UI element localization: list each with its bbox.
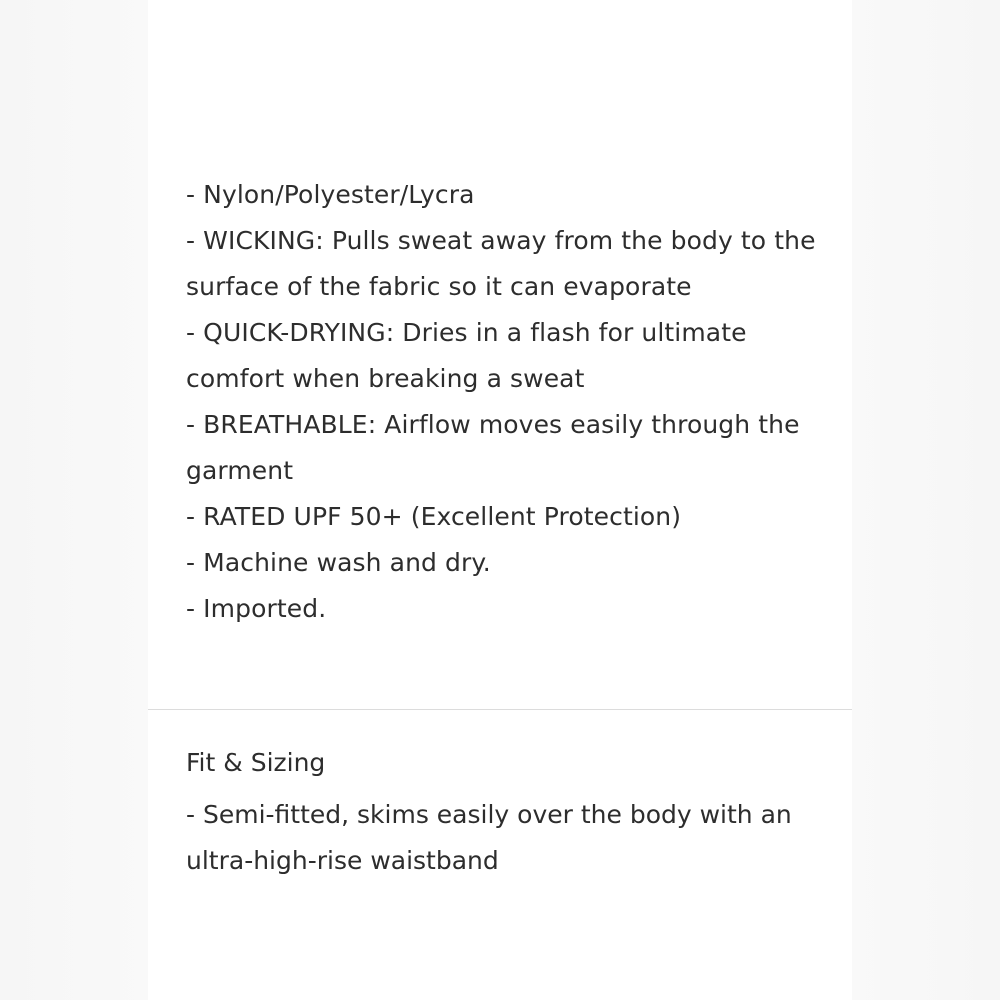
feature-care: - Machine wash and dry.	[186, 548, 491, 577]
feature-origin: - Imported.	[186, 594, 327, 623]
fit-sizing-list	[186, 792, 836, 884]
fit-sizing-heading: Fit & Sizing	[186, 748, 326, 777]
feature-material: - Nylon/Polyester/Lycra	[186, 180, 475, 209]
product-details-panel	[148, 0, 852, 1000]
feature-upf-rating: - RATED UPF 50+ (Excellent Protection)	[186, 502, 682, 531]
feature-breathable: - BREATHABLE: Airflow moves easily through the garment	[186, 410, 800, 485]
feature-quick-drying: - QUICK-DRYING: Dries in a flash for ultimate comfort when breaking a sweat	[186, 318, 747, 393]
fit-description: - Semi-fitted, skims easily over the body with an ultra-high-rise waistband	[186, 800, 792, 875]
feature-wicking: - WICKING: Pulls sweat away from the body to the surface of the fabric so it can evaporate	[186, 226, 816, 301]
product-features-list	[186, 172, 836, 632]
section-divider	[148, 709, 852, 710]
